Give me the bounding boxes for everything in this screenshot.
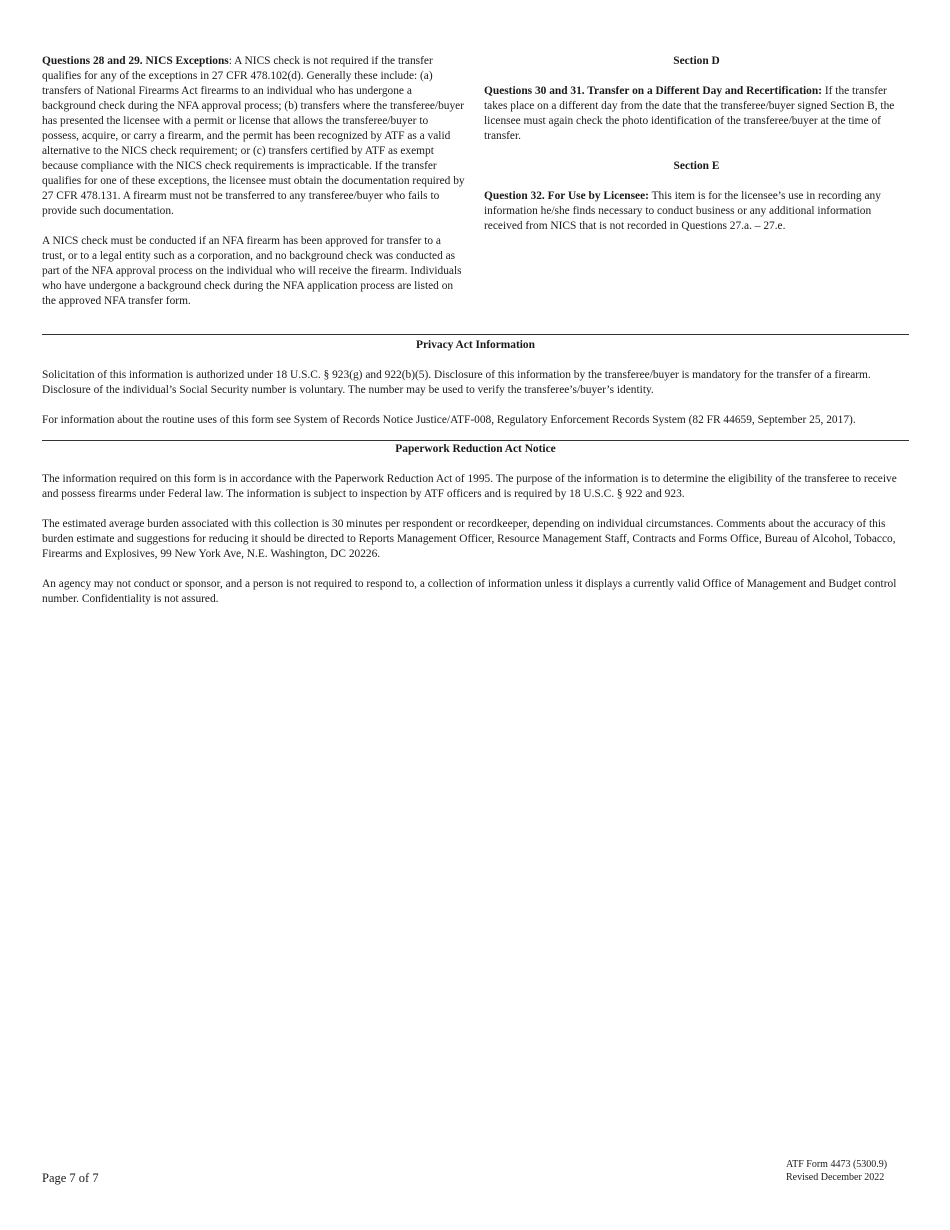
left-column — [42, 54, 466, 309]
use-by-licensee-paragraph — [484, 189, 909, 234]
section-d-title: Section D — [673, 55, 720, 67]
divider-paperwork — [42, 440, 909, 441]
page-number: Page 7 of 7 — [42, 1171, 99, 1185]
privacy-act-title: Privacy Act Information — [416, 339, 535, 351]
privacy-act-section — [42, 338, 909, 428]
transfer-different-day-heading: Questions 30 and 31. Transfer on a Different Day and Recertification: — [484, 85, 823, 97]
nics-exceptions-text: : A NICS check is not required if the transfer qualifies for any of the exceptions in 27 CFR 478.102(d). Generally these include: (a) transfers of National Firearms Act firearms to an individual who has undergone a background check during the NFA approval process; (b) transfers where the transferee/buyer has presented the licensee with a permit or license that allows the transferee/buyer to possess, acquire, or carry a firearm, and the permit has been recognized by ATF as a valid alternative to the NICS check requirement; or (c) transfers certified by ATF as exempt because compliance with the NICS check requirements is impracticable. If the transfer qualifies for one of these exceptions, the licensee must obtain the documentation required by 27 CFR 478.131. A firearm must not be transferred to any transferee/buyer who fails to provide such documentation. — [42, 55, 465, 217]
right-column — [484, 54, 909, 234]
nfa-nics-paragraph: A NICS check must be conducted if an NFA firearm has been approved for transfer to a trust, or to a legal entity such as a corporation, and no background check was conducted as part of the NFA approval process on the individual who will receive the firearm. Individuals who have undergone a background check during the NFA application process are listed on the approved NFA transfer form. — [42, 235, 462, 307]
use-by-licensee-text: This item is for the licensee’s use in recording any information he/she finds necessary to conduct business or any additional information received from NICS that is not recorded in Questions 27.a. – 27.e. — [484, 190, 881, 232]
form-identifier — [786, 1158, 887, 1184]
nics-exceptions-paragraph — [42, 54, 466, 219]
privacy-act-paragraph-1: Solicitation of this information is authorized under 18 U.S.C. § 923(g) and 922(b)(5). Disclosure of this information by the transferee/buyer is mandatory for the transfer of a firearm. Disclosure of the individual’s Social Security number is voluntary. The number may be used to verify the transferee’s/buyer’s identity. — [42, 369, 871, 396]
revision-date: Revised December 2022 — [786, 1172, 885, 1183]
form-number: ATF Form 4473 (5300.9) — [786, 1159, 888, 1170]
use-by-licensee-heading: Question 32. For Use by Licensee: — [484, 190, 649, 202]
paperwork-paragraph-1: The information required on this form is in accordance with the Paperwork Reduction Act of 1995. The purpose of the information is to determine the eligibility of the transferee to receive and possess firearms under Federal law. The information is subject to inspection by ATF officers and is required by 18 U.S.C. § 922 and 923. — [42, 473, 897, 500]
section-e-title: Section E — [673, 160, 720, 172]
transfer-different-day-paragraph — [484, 84, 909, 144]
transfer-different-day-text: If the transfer takes place on a different day from the date that the transferee/buyer signed Section B, the licensee must again check the photo identification of the transferee/buyer at the time of transfer. — [484, 85, 895, 142]
paperwork-paragraph-2: The estimated average burden associated with this collection is 30 minutes per respondent or recordkeeper, depending on individual circumstances. Comments about the accuracy of this burden estimate and suggestions for reducing it should be directed to Reports Management Officer, Resource Management Staff, Contracts and Forms Office, Bureau of Alcohol, Tobacco, Firearms and Explosives, 99 New York Ave, N.E. Washington, DC 20226. — [42, 518, 896, 560]
nics-exceptions-heading: Questions 28 and 29. NICS Exceptions — [42, 55, 229, 67]
paperwork-reduction-title: Paperwork Reduction Act Notice — [395, 443, 556, 455]
privacy-act-paragraph-2: For information about the routine uses of this form see System of Records Notice Justice/ATF-008, Regulatory Enforcement Records System (82 FR 44659, September 25, 2017). — [42, 414, 856, 426]
paperwork-paragraph-3: An agency may not conduct or sponsor, and a person is not required to respond to, a collection of information unless it displays a currently valid Office of Management and Budget control number. Confidentiality is not assured. — [42, 578, 897, 605]
paperwork-reduction-section — [42, 442, 909, 607]
divider-privacy — [42, 334, 909, 335]
